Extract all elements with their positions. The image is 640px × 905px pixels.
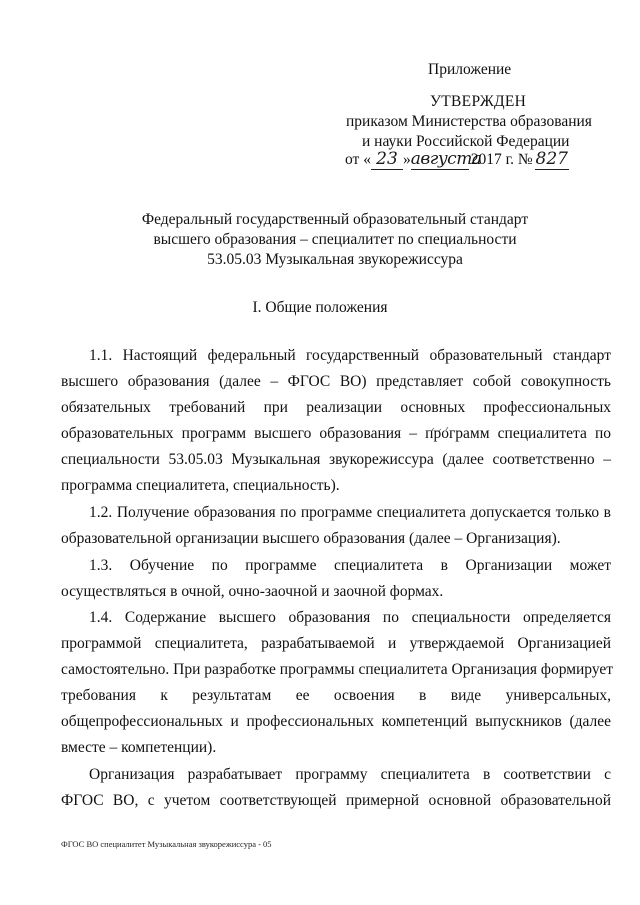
section-heading: I. Общие положения	[252, 299, 388, 316]
paragraph-line: Организация разрабатывает программу специалитета в соответствии с	[89, 766, 611, 783]
paragraph-line: образовательной организации высшего образования (далее – Организация).	[61, 530, 561, 547]
paragraph-line: программой специалитета, разрабатываемой и утверждаемой Организацией	[61, 635, 611, 652]
paragraph-organization	[61, 762, 611, 814]
paragraph-line: 1.3. Обучение по программе специалитета в Организации может	[89, 557, 611, 574]
standard-title-line1: Федеральный государственный образовательный стандарт	[141, 211, 529, 228]
date-month-field	[410, 149, 482, 170]
paragraph-line: обязательных требований при реализации основных профессиональных	[61, 399, 611, 416]
page-footer: ФГОС ВО специалитет Музыкальная звукорежиссура - 05	[61, 839, 272, 849]
order-number-handwritten: 827	[535, 149, 568, 169]
date-day-field	[371, 150, 403, 170]
standard-title-line3: 53.05.03 Музыкальная звукорежиссура	[207, 251, 463, 268]
paragraph-1-2	[61, 500, 611, 552]
paragraph-line: 1.1. Настоящий федеральный государственный образовательный стандарт	[89, 347, 611, 364]
paragraph-1-4	[61, 605, 614, 761]
date-quote-close: »	[402, 151, 411, 168]
date-month-handwritten: августа	[410, 149, 482, 169]
approved-label: УТВЕРЖДЕН	[430, 93, 527, 110]
paragraph-1-1	[61, 343, 611, 499]
paragraph-line: ФГОС ВО, с учетом соответствующей примерной основной образовательной	[61, 792, 611, 809]
paragraph-line: самостоятельно. При разработке программы специалитета Организация формирует	[61, 661, 614, 678]
paragraph-line: общепрофессиональных и профессиональных компетенций выпускников (далее	[61, 713, 611, 730]
paragraph-line: 1.2. Получение образования по программе специалитета допускается только в	[89, 504, 611, 521]
paragraph-line: осуществляться в очной, очно-заочной и заочной формах.	[61, 583, 444, 600]
date-prefix: от «	[345, 151, 371, 168]
standard-title	[100, 210, 570, 270]
paragraph-line: требования к результатам ее освоения в виде универсальных,	[61, 687, 611, 704]
order-date-line	[345, 150, 569, 170]
order-issuer-line2: и науки Российской Федерации	[362, 133, 570, 150]
paragraph-line: 1.4. Содержание высшего образования по специальности определяется	[89, 609, 611, 626]
paragraph-line: программа специалитета, специальность).	[61, 477, 340, 494]
paragraph-line: специальности 53.05.03 Музыкальная звукорежиссура (далее соответственно –	[61, 451, 611, 468]
paragraph-line: образовательных программ высшего образования – программ специалитета по	[61, 425, 611, 442]
paragraph-line: высшего образования (далее – ФГОС ВО) представляет собой совокупность	[61, 373, 611, 390]
scan-artifact-mark	[430, 420, 460, 434]
date-day-handwritten: 23	[376, 149, 398, 169]
paragraph-1-3	[61, 553, 611, 605]
order-number-field	[535, 150, 569, 170]
standard-title-line2: высшего образования – специалитет по специальности	[153, 231, 517, 248]
appendix-label: Приложение	[428, 61, 512, 78]
order-issuer-line1: приказом Министерства образования	[346, 113, 592, 130]
paragraph-line: вместе – компетенции).	[61, 739, 217, 756]
date-year-label: 2017 г. №	[470, 151, 533, 168]
